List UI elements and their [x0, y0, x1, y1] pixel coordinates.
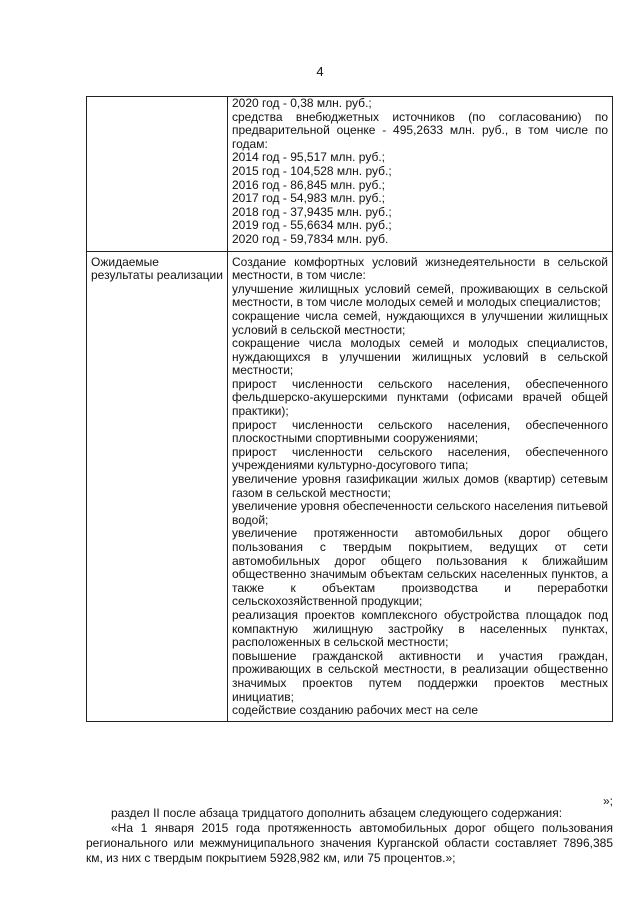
result-item: прирост численности сельского населения, обеспеченного учреждениями культурно-досугового типа;: [232, 444, 608, 473]
financing-line: 2014 год - 95,517 млн. руб.;: [232, 150, 386, 165]
results-label: Ожидаемые результаты реализации: [87, 251, 228, 721]
financing-line: 2017 год - 54,983 млн. руб.;: [232, 191, 386, 206]
financing-cell: [228, 97, 613, 252]
financing-line: 2020 год - 0,38 млн. руб.;: [232, 96, 372, 110]
result-item: сокращение числа молодых семей и молодых специалистов, нуждающихся в улучшении жилищных условий в сельской местности;: [232, 336, 608, 378]
passport-table: [86, 96, 613, 722]
results-cell: [228, 251, 613, 721]
amendment-text: «На 1 января 2015 года протяженность автомобильных дорог общего пользования регионального или межмуниципального значения Курганской области составляет 7896,385 км, из них с твердым покрытием 5928,982 км, или 75 процентов.»;: [86, 821, 613, 865]
financing-line: 2018 год - 37,9435 млн. руб.;: [232, 204, 392, 219]
result-item: прирост численности сельского населения, обеспеченного фельдшерско-акушерскими пунктами (офисами врачей общей практики);: [232, 376, 608, 419]
result-item: прирост численности сельского населения, обеспеченного плоскостными спортивными сооружениями;: [232, 417, 608, 446]
table-row: [87, 251, 613, 721]
financing-line: 2020 год - 59,7834 млн. руб.: [232, 231, 389, 246]
financing-line: 2019 год - 55,6634 млн. руб.;: [232, 218, 392, 233]
table-row: [87, 97, 613, 252]
result-item: увеличение протяженности автомобильных дорог общего пользования с твердым покрытием, ведущих от сети автомобильных дорог общего пользования к ближайшим общественно значимым объектам сельских населенных пунктов, а также к объектам производства и переработки сельскохозяйственной продукции;: [232, 526, 608, 609]
financing-line: 2016 год - 86,845 млн. руб.;: [232, 177, 386, 192]
financing-line: 2015 год - 104,528 млн. руб.;: [232, 163, 392, 178]
label-cell-empty: [87, 97, 228, 252]
quote-end: »;: [602, 794, 613, 808]
result-item: реализация проектов комплексного обустройства площадок под компактную жилищную застройку в населенных пунктах, расположенных в сельской местности;: [232, 607, 608, 650]
result-item: увеличение уровня газификации жилых домов (квартир) сетевым газом в сельской местности;: [232, 472, 608, 500]
page-number: 4: [316, 64, 324, 79]
financing-line: средства внебюджетных источников (по согласованию) по предварительной оценке - 495,2633 млн. руб., в том числе по годам:: [232, 109, 608, 151]
result-item: сокращение числа семей, нуждающихся в улучшении жилищных условий в сельской местности;: [232, 308, 608, 337]
result-item: повышение гражданской активности и участия граждан, проживающих в сельской местности, в реализации общественно значимых проектов путем поддержки проектов местных инициатив;: [232, 648, 608, 704]
result-item: Создание комфортных условий жизнедеятельности в сельской местности, в том числе:: [232, 254, 608, 283]
amendment-paragraph: раздел II после абзаца тридцатого дополнить абзацем следующего содержания:: [111, 806, 563, 820]
result-item: содействие созданию рабочих мест на селе: [232, 703, 479, 718]
result-item: улучшение жилищных условий семей, проживающих в сельской местности, в том числе молодых семей и молодых специалистов;: [232, 281, 608, 310]
result-item: увеличение уровня обеспеченности сельского населения питьевой водой;: [232, 499, 608, 527]
